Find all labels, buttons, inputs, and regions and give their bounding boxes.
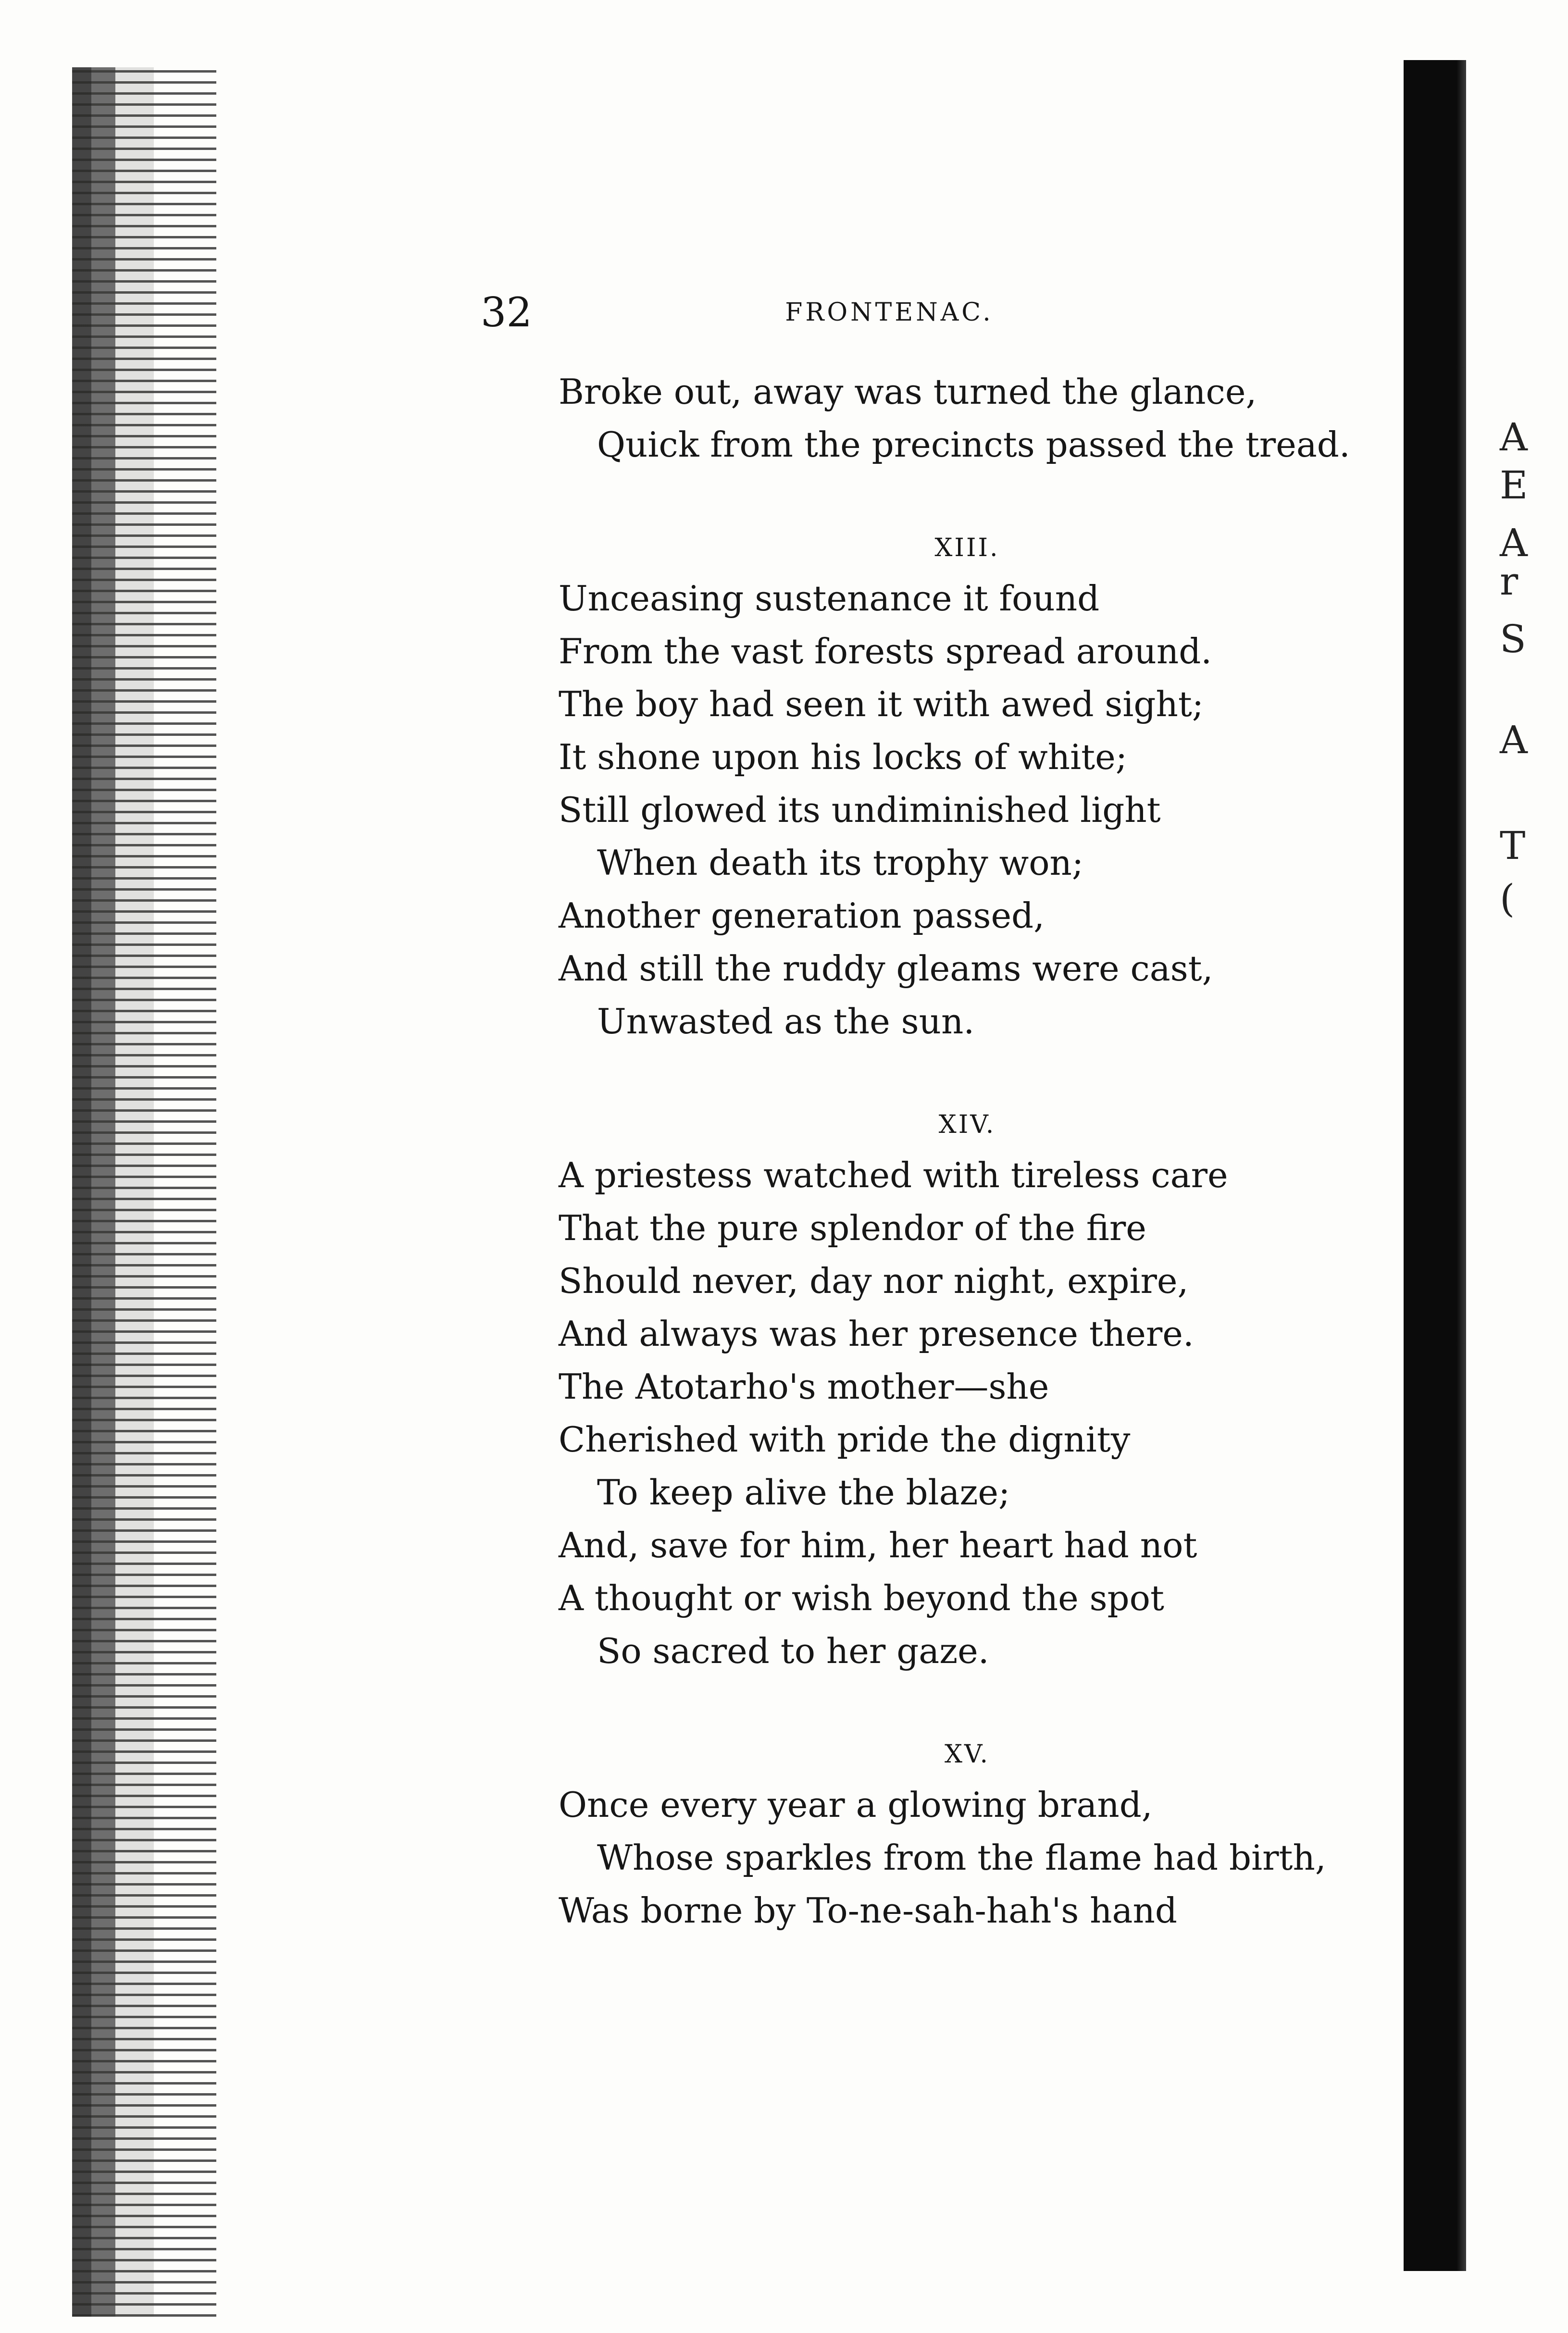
page-header [481, 288, 1298, 336]
poem-body [559, 365, 1414, 1937]
verse-line: Another generation passed, [559, 895, 1045, 936]
verse-line: From the vast forests spread around. [559, 631, 1212, 671]
running-title: FRONTENAC. [785, 298, 994, 327]
verse-line: A thought or wish beyond the spot [559, 1578, 1164, 1618]
verse-line: The boy had seen it with awed sight; [559, 684, 1204, 724]
facing-page-fragment: ( [1500, 876, 1515, 921]
verse-line: Once every year a glowing brand, [559, 1785, 1153, 1825]
verse-line: That the pure splendor of the fire [559, 1208, 1146, 1248]
left-gutter-scan-artifact [72, 67, 216, 2317]
verse-line: And always was her presence there. [559, 1314, 1194, 1354]
verse-line: Whose sparkles from the flame had birth, [597, 1837, 1326, 1878]
facing-page-fragment: r [1500, 559, 1518, 604]
verse-line: And, save for him, her heart had not [559, 1525, 1197, 1565]
verse-line: Still glowed its undiminished light [559, 790, 1161, 830]
verse-line: Unwasted as the sun. [597, 1001, 975, 1042]
verse-line: Should never, day nor night, expire, [559, 1261, 1189, 1301]
verse-line: To keep alive the blaze; [597, 1472, 1010, 1513]
facing-page-fragment: E [1500, 463, 1528, 508]
verse-line: Unceasing sustenance it found [559, 578, 1100, 619]
stanza-numeral: XIV. [938, 1110, 996, 1139]
verse-line: Cherished with pride the dignity [559, 1419, 1131, 1460]
verse-line: Broke out, away was turned the glance, [559, 372, 1257, 412]
facing-page-fragment: A [1500, 415, 1528, 459]
stanza-numeral: XV. [944, 1740, 990, 1769]
verse-line: Was borne by To-ne-sah-hah's hand [559, 1890, 1177, 1931]
verse-line: So sacred to her gaze. [597, 1631, 989, 1671]
left-gutter-edge [72, 67, 91, 2317]
verse-line: And still the ruddy gleams were cast, [559, 948, 1213, 989]
verse-line: Quick from the precincts passed the tread. [597, 424, 1350, 465]
facing-page-fragment: A [1500, 718, 1528, 762]
facing-page-fragment: S [1500, 617, 1526, 661]
verse-line: It shone upon his locks of white; [559, 737, 1127, 777]
stanza-numeral: XIII. [934, 534, 1000, 562]
facing-page-edge [1500, 0, 1568, 2333]
page-number: 32 [481, 289, 532, 336]
facing-page-fragment: A [1500, 521, 1528, 565]
verse-line: A priestess watched with tireless care [559, 1155, 1228, 1195]
verse-line: When death its trophy won; [597, 843, 1084, 883]
facing-page-fragment: T [1500, 823, 1526, 868]
verse-line: The Atotarho's mother—she [559, 1366, 1049, 1407]
